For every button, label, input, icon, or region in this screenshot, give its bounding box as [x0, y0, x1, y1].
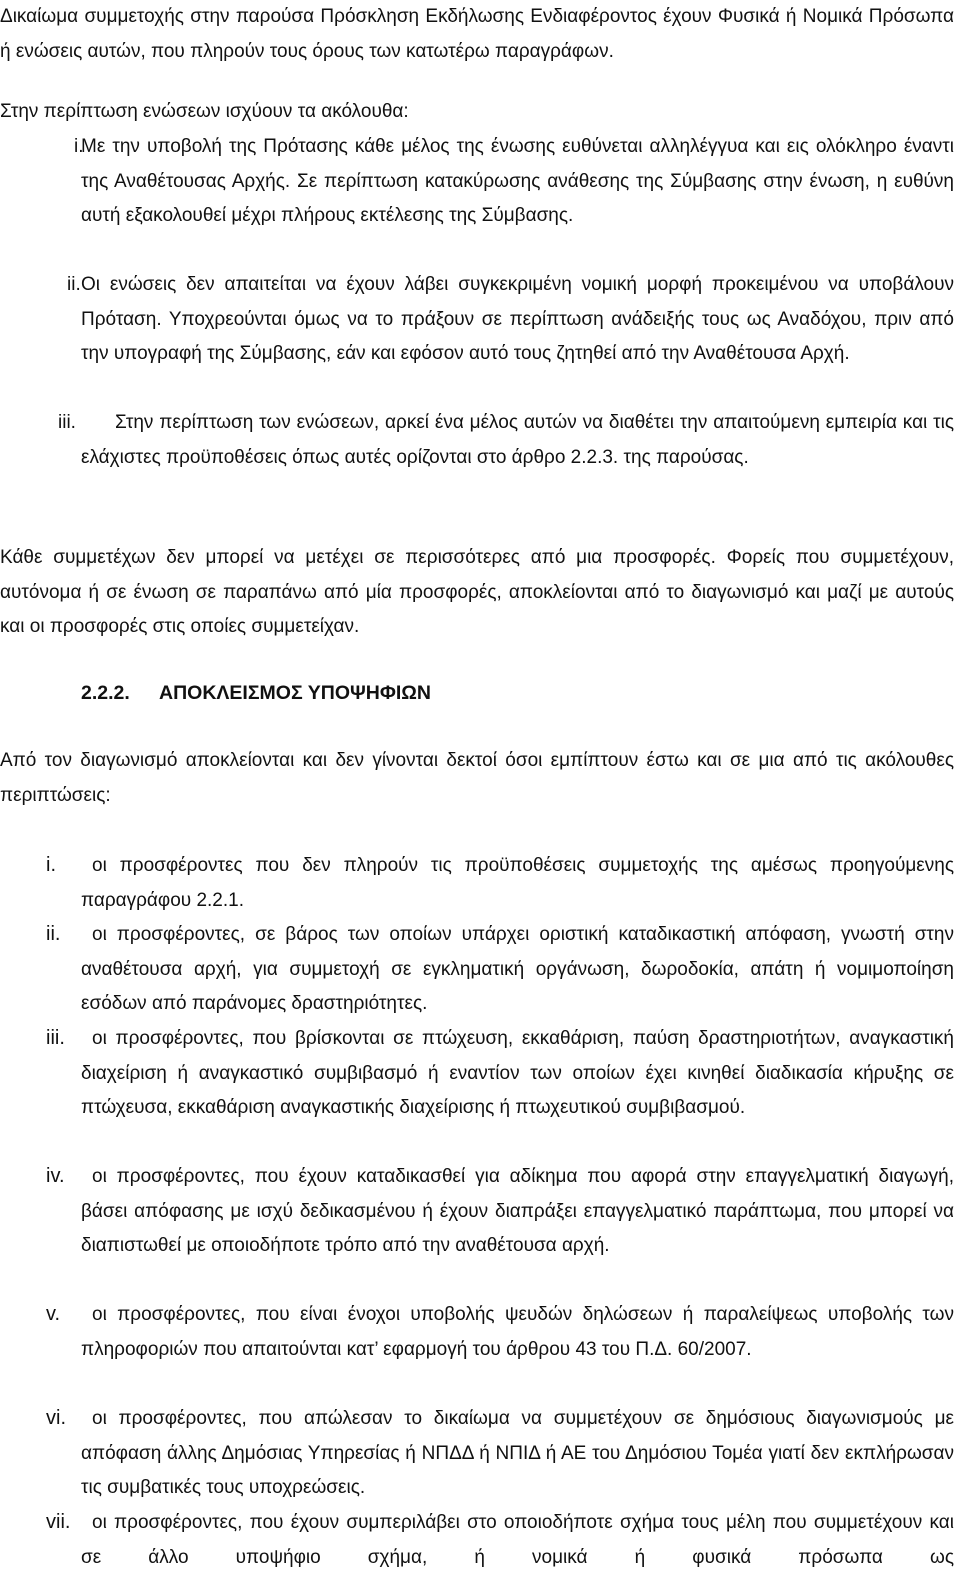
exclusion-item-text: οι προσφέροντες, που έχουν συμπεριλάβει στο οποιοδήποτε σχήμα τους μέλη που συμμετέχουν και σε άλλο υποψήφιο σχήμα, ή νομικά ή φυσικά πρόσωπα ως — [81, 1512, 954, 1568]
exclusion-item-number: iii. — [46, 1027, 65, 1049]
union-item-1 — [74, 130, 954, 234]
exclusion-item-number: v. — [46, 1303, 61, 1325]
exclusion-item-text: οι προσφέροντες, που είναι ένοχοι υποβολής ψευδών δηλώσεων ή παραλείψεως υποβολής των πληροφοριών που απαιτούνται κατ’ εφαρμογή του άρθρου 43 του Π.Δ. 60/2007. — [81, 1304, 954, 1360]
union-item-text: Οι ενώσεις δεν απαιτείται να έχουν λάβει συγκεκριμένη νομική μορφή προκειμένου να υποβάλουν Πρόταση. Υποχρεούνται όμως να το πράξουν σε περίπτωση ανάδειξής τους ως Αναδόχου, πριν από την υπογραφή της Σύμβασης, εάν και εφόσον αυτό τους ζητηθεί από την Αναθέτουσα Αρχή. — [81, 274, 954, 364]
exclusion-item-5 — [0, 1297, 954, 1367]
union-item-number: i. — [74, 136, 84, 157]
exclusion-intro: Από τον διαγωνισμό αποκλείονται και δεν γίνονται δεκτοί όσοι εμπίπτουν έστω και σε μια από τις ακόλουθες περιπτώσεις: — [0, 750, 954, 806]
exclusion-item-text: οι προσφέροντες, σε βάρος των οποίων υπάρχει οριστική καταδικαστική απόφαση, γνωστή στην αναθέτουσα αρχή, για συμμετοχή σε εγκληματική οργάνωση, δωροδοκία, απάτη ή νομιμοποίηση εσόδων από παράνομες δραστηριότητες. — [81, 924, 954, 1014]
section-heading — [81, 676, 431, 710]
union-item-2 — [67, 268, 954, 372]
exclusion-item-number: iv. — [46, 1165, 65, 1187]
exclusion-item-number: vi. — [46, 1407, 66, 1429]
union-item-number: ii. — [67, 274, 81, 295]
exclusion-item-2 — [0, 917, 954, 1022]
exclusion-item-text: οι προσφέροντες, που έχουν καταδικασθεί για αδίκημα που αφορά στην επαγγελματική διαγωγή, βάσει απόφασης με ισχύ δεδικασμένου ή έχουν διαπράξει επαγγελματικό παράπτωμα, που μπορεί να διαπιστωθεί με οποιοδήποτε τρόπο από την αναθέτουσα αρχή. — [81, 1166, 954, 1256]
exclusion-item-1 — [0, 848, 954, 918]
exclusion-item-number: ii. — [46, 923, 61, 945]
single-offer-paragraph: Κάθε συμμετέχων δεν μπορεί να μετέχει σε περισσότερες από μια προσφορές. Φορείς που συμμετέχουν, αυτόνομα ή σε ένωση σε παραπάνω από μία προσφορές, αποκλείονται από το διαγωνισμό και μαζί με αυτούς και οι προσφορές στις οποίες συμμετείχαν. — [0, 547, 954, 637]
exclusion-item-6 — [0, 1401, 954, 1506]
exclusion-item-text: οι προσφέροντες, που απώλεσαν το δικαίωμα να συμμετέχουν σε δημόσιους διαγωνισμούς με απόφαση άλλης Δημόσιας Υπηρεσίας ή ΝΠΔΔ ή ΝΠΙΔ ή ΑΕ του Δημόσιου Τομέα γιατί δεν εκπλήρωσαν τις συμβατικές τους υποχρεώσεις. — [81, 1408, 954, 1498]
union-item-text: Στην περίπτωση των ενώσεων, αρκεί ένα μέλος αυτών να διαθέτει την απαιτούμενη εμπειρία και τις ελάχιστες προϋποθέσεις όπως αυτές ορίζονται στο άρθρο 2.2.3. της παρούσας. — [81, 412, 954, 468]
section-title: ΑΠΟΚΛΕΙΣΜΟΣ ΥΠΟΨΗΦΙΩΝ — [159, 682, 431, 704]
exclusion-item-text: οι προσφέροντες, που βρίσκονται σε πτώχευση, εκκαθάριση, παύση δραστηριοτήτων, αναγκαστική διαχείριση ή αναγκαστικό συμβιβασμό ή εναντίον των οποίων έχει κινηθεί διαδικασία κήρυξης σε πτώχευσα, εκκαθάριση αναγκαστικής διαχείρισης ή πτωχευτικού συμβιβασμού. — [81, 1028, 954, 1118]
exclusion-item-4 — [0, 1159, 954, 1264]
exclusion-item-text: οι προσφέροντες που δεν πληρούν τις προϋποθέσεις συμμετοχής της αμέσως προηγούμενης παραγράφου 2.2.1. — [81, 855, 954, 911]
exclusion-item-3 — [0, 1021, 954, 1126]
union-item-3 — [58, 406, 954, 475]
union-rules-intro: Στην περίπτωση ενώσεων ισχύουν τα ακόλουθα: — [0, 101, 409, 122]
exclusion-item-7 — [0, 1505, 954, 1575]
exclusion-item-number: i. — [46, 854, 56, 876]
section-number: 2.2.2. — [81, 682, 130, 704]
intro-paragraph: Δικαίωμα συμμετοχής στην παρούσα Πρόσκληση Εκδήλωσης Ενδιαφέροντος έχουν Φυσικά ή Νομικά Πρόσωπα ή ενώσεις αυτών, που πληρούν τους όρους των κατωτέρω παραγράφων. — [0, 6, 954, 62]
union-item-number: iii. — [58, 412, 76, 433]
exclusion-item-number: vii. — [46, 1511, 71, 1533]
union-item-text: Με την υποβολή της Πρότασης κάθε μέλος της ένωσης ευθύνεται αλληλέγγυα και εις ολόκληρο έναντι της Αναθέτουσας Αρχής. Σε περίπτωση κατακύρωσης ανάθεσης της Σύμβασης στην ένωση, η ευθύνη αυτή εξακολουθεί μέχρι πλήρους εκτέλεσης της Σύμβασης. — [81, 136, 954, 226]
